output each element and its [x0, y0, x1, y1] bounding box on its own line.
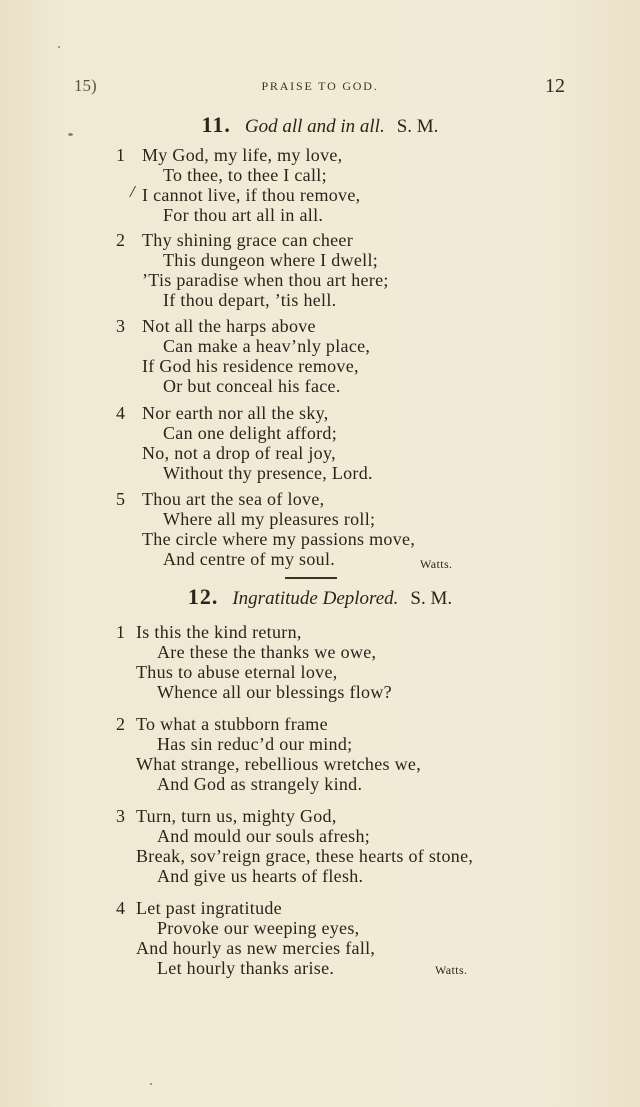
verse-line: My God, my life, my love,	[142, 145, 343, 165]
hymn-meter: S. M.	[396, 116, 439, 137]
hymn-11-verse-4	[0, 403, 640, 483]
verse-line: And hourly as new mercies fall,	[136, 938, 376, 958]
hymn-11-verse-2	[0, 230, 640, 310]
verse-line: And mould our souls afresh;	[157, 826, 371, 846]
verse-line: This dungeon where I dwell;	[163, 250, 379, 270]
verse-number: 4	[116, 403, 126, 423]
verse-number: 3	[116, 806, 126, 826]
hymn-12-verse-1	[0, 622, 640, 702]
author-credit: Watts.	[435, 963, 468, 977]
hymn-number: 12.	[187, 584, 219, 609]
scan-speck	[68, 133, 73, 136]
verse-line: The circle where my passions move,	[142, 529, 416, 549]
verse-line: To thee, to thee I call;	[163, 165, 327, 185]
verse-line: And centre of my soul.	[163, 549, 336, 569]
verse-line: Turn, turn us, mighty God,	[136, 806, 337, 826]
verse-line: Break, sov’reign grace, these hearts of stone,	[136, 846, 474, 866]
verse-line: Can one delight afford;	[163, 423, 338, 443]
verse-line: Is this the kind return,	[136, 622, 302, 642]
verse-line: No, not a drop of real joy,	[142, 443, 336, 463]
verse-line: Nor earth nor all the sky,	[142, 403, 329, 423]
hymn-11-heading	[0, 112, 640, 138]
verse-number: 5	[116, 489, 126, 509]
hymn-12-verse-3	[0, 806, 640, 886]
verse-number: 2	[116, 230, 126, 250]
verse-line: Where all my pleasures roll;	[163, 509, 376, 529]
author-credit: Watts.	[420, 557, 453, 571]
page-number: 12	[545, 75, 565, 97]
verse-number: 3	[116, 316, 126, 336]
hymn-12-verse-2	[0, 714, 640, 794]
verse-line: If God his residence remove,	[142, 356, 359, 376]
verse-line: If thou depart, ’tis hell.	[163, 290, 337, 310]
hymn-11-verse-1	[0, 145, 640, 225]
hymn-11-verse-5	[0, 489, 640, 569]
verse-line: To what a stubborn frame	[136, 714, 328, 734]
verse-line: Provoke our weeping eyes,	[157, 918, 360, 938]
verse-line: Can make a heav’nly place,	[163, 336, 371, 356]
verse-line: Are these the thanks we owe,	[157, 642, 377, 662]
verse-number: 4	[116, 898, 126, 918]
verse-line: What strange, rebellious wretches we,	[136, 754, 421, 774]
verse-line: Has sin reduc’d our mind;	[157, 734, 353, 754]
scan-speck	[150, 1083, 152, 1085]
hymn-title: God all and in all.	[244, 116, 385, 137]
running-head	[0, 76, 640, 96]
running-head-title: PRAISE TO GOD.	[261, 79, 379, 93]
hymn-12-heading	[0, 584, 640, 610]
verse-line: Let hourly thanks arise.	[157, 958, 335, 978]
verse-line: I cannot live, if thou remove,	[142, 185, 361, 205]
verse-line: And give us hearts of flesh.	[157, 866, 364, 886]
verse-line: Not all the harps above	[142, 316, 316, 336]
hymn-meter: S. M.	[410, 588, 453, 609]
verse-line: For thou art all in all.	[163, 205, 324, 225]
verse-number: 1	[116, 622, 126, 642]
section-divider	[285, 577, 337, 579]
verse-line: And God as strangely kind.	[157, 774, 363, 794]
hymn-number: 11.	[201, 112, 231, 137]
hymn-title: Ingratitude Deplored.	[232, 588, 399, 609]
verse-line: Thy shining grace can cheer	[142, 230, 354, 250]
verse-line: ’Tis paradise when thou art here;	[142, 270, 389, 290]
left-margin-number: 15)	[74, 76, 97, 95]
hymn-12-verse-4	[0, 898, 640, 978]
margin-pencil-mark: /	[130, 182, 135, 201]
verse-line: Let past ingratitude	[136, 898, 282, 918]
verse-number: 2	[116, 714, 126, 734]
verse-line: Thus to abuse eternal love,	[136, 662, 338, 682]
verse-line: Thou art the sea of love,	[142, 489, 325, 509]
scan-speck	[58, 46, 60, 48]
verse-line: Without thy presence, Lord.	[163, 463, 373, 483]
hymn-11-verse-3	[0, 316, 640, 396]
verse-number: 1	[116, 145, 126, 165]
verse-line: Or but conceal his face.	[163, 376, 341, 396]
verse-line: Whence all our blessings flow?	[157, 682, 392, 702]
